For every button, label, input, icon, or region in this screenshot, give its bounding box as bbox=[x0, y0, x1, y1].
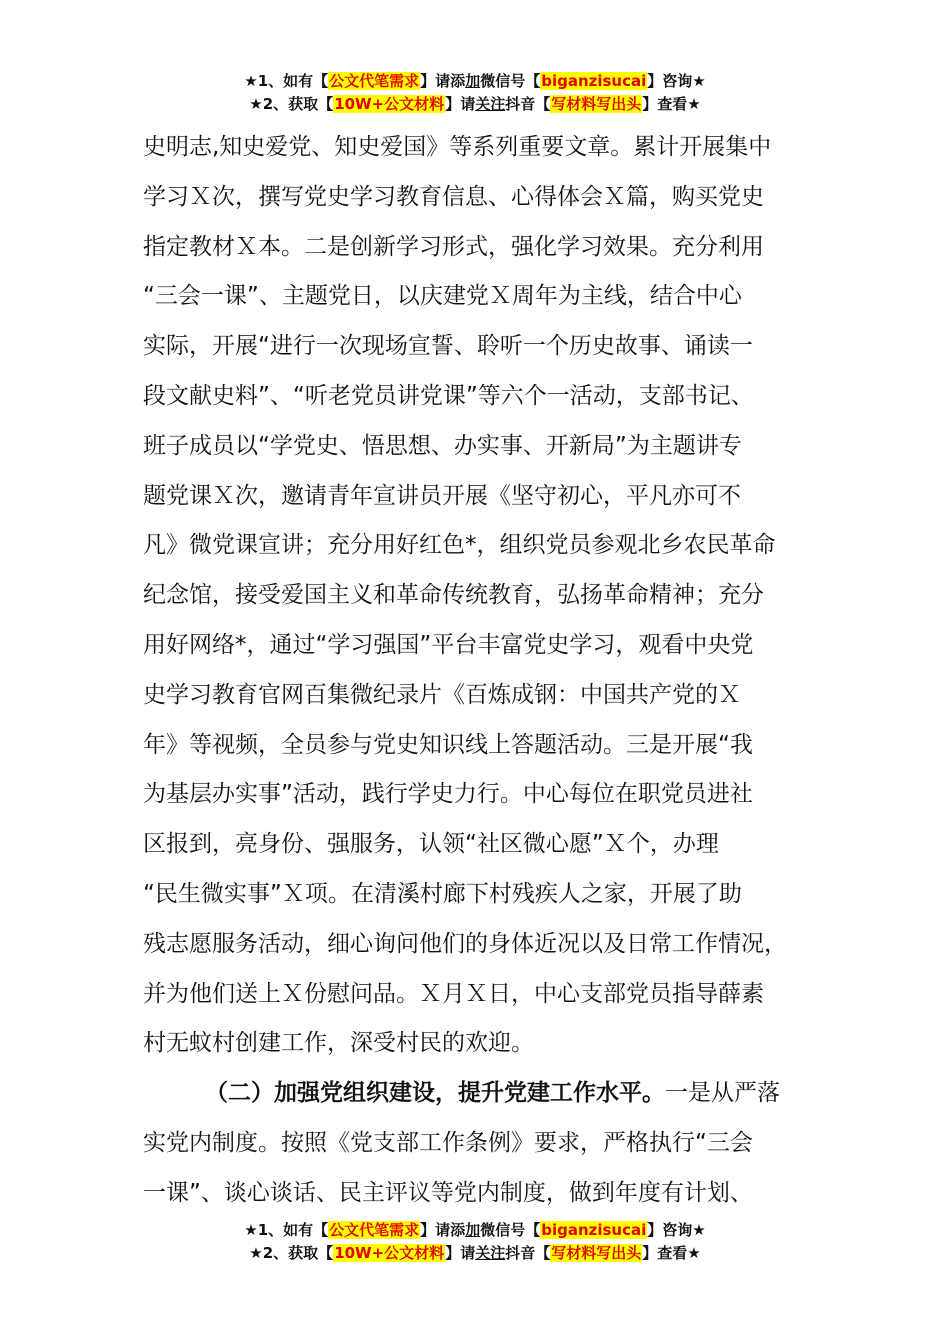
paragraph-line: 题党课Ｘ次，邀请青年宣讲员开展《坚守初心，平凡亦可不 bbox=[143, 482, 741, 509]
footer-line-1 bbox=[0, 1219, 950, 1242]
footer-line-2 bbox=[0, 1242, 950, 1265]
header-banner bbox=[0, 70, 950, 116]
paragraph-line: 年》等视频，全员参与党史知识线上答题活动。三是开展“我 bbox=[143, 731, 753, 758]
wechat-id: biganzisucai bbox=[541, 72, 647, 90]
section-first-line bbox=[143, 1069, 813, 1119]
paragraph-line: 纪念馆，接受爱国主义和革命传统教育，弘扬革命精神；充分 bbox=[143, 582, 764, 609]
wechat-id: biganzisucai bbox=[541, 1221, 647, 1239]
paragraph-line: 用好网络*，通过“学习强国”平台丰富党史学习，观看中央党 bbox=[143, 631, 754, 658]
paragraph-line: 段文献史料”、“听老党员讲党课”等六个一活动，支部书记、 bbox=[143, 382, 754, 409]
douyin-account: 写材料写出头 bbox=[551, 95, 642, 113]
paragraph-line: 班子成员以“学党史、悟思想、办实事、开新局”为主题讲专 bbox=[143, 432, 742, 459]
paragraph-line: 区报到，亮身份、强服务，认领“社区微心愿”Ｘ个，办理 bbox=[143, 831, 719, 858]
douyin-account: 写材料写出头 bbox=[551, 1244, 642, 1262]
paragraph-line: 并为他们送上Ｘ份慰问品。Ｘ月Ｘ日，中心支部党员指导薛素 bbox=[143, 980, 764, 1007]
underlined-text: 关注 bbox=[475, 95, 506, 113]
underlined-text: 加 bbox=[465, 72, 481, 90]
header-text: 抖音【 bbox=[505, 95, 551, 113]
header-text: 】请 bbox=[445, 95, 476, 113]
paragraph-line: 学习Ｘ次，撰写党史学习教育信息、心得体会Ｘ篇，购买党史 bbox=[143, 183, 764, 210]
header-text: 】请添 bbox=[420, 72, 466, 90]
header-text: 】查看★ bbox=[642, 95, 701, 113]
paragraph-line: “民生微实事”Ｘ项。在清溪村廊下村残疾人之家，开展了助 bbox=[143, 880, 742, 907]
footer-banner bbox=[0, 1219, 950, 1265]
header-text: ★2、获取【 bbox=[249, 95, 334, 113]
highlight-text: 10W+公文材料 bbox=[334, 1244, 445, 1262]
footer-text: 微信号【 bbox=[480, 1221, 541, 1239]
highlight-text: 公文代笔需求 bbox=[329, 1221, 420, 1239]
highlight-text: 公文代笔需求 bbox=[329, 72, 420, 90]
header-text: 微信号【 bbox=[480, 72, 541, 90]
footer-text: 】查看★ bbox=[642, 1244, 701, 1262]
paragraph-line: 史明志,知史爱党、知史爱国》等系列重要文章。累计开展集中 bbox=[143, 134, 772, 160]
paragraph-line: 为基层办实事”活动，践行学史力行。中心每位在职党员进社 bbox=[143, 781, 753, 808]
footer-text: 】请 bbox=[445, 1244, 476, 1262]
paragraph-line: 一课”、谈心谈话、民主评议等党内制度，做到年度有计划、 bbox=[143, 1179, 753, 1206]
header-text: ★1、如有【 bbox=[244, 72, 329, 90]
paragraph-line: 村无蚊村创建工作，深受村民的欢迎。 bbox=[143, 1030, 534, 1057]
underlined-text: 关注 bbox=[475, 1244, 506, 1262]
paragraph-line: 指定教材Ｘ本。二是创新学习形式，强化学习效果。充分利用 bbox=[143, 233, 764, 260]
paragraph-line: 残志愿服务活动，细心询问他们的身体近况以及日常工作情况， bbox=[143, 930, 787, 957]
underlined-text: 加 bbox=[465, 1221, 481, 1239]
paragraph-line: 实际，开展“进行一次现场宣誓、聆听一个历史故事、诵读一 bbox=[143, 333, 753, 360]
footer-text: ★2、获取【 bbox=[249, 1244, 334, 1262]
paragraph-text: 一是从严落 bbox=[665, 1080, 780, 1107]
paragraph-line: 凡》微党课宣讲；充分用好红色*，组织党员参观北乡农民革命 bbox=[143, 532, 776, 559]
paragraph-line: 实党内制度。按照《党支部工作条例》要求，严格执行“三会 bbox=[143, 1129, 753, 1156]
footer-text: 抖音【 bbox=[505, 1244, 551, 1262]
document-body bbox=[143, 123, 813, 1219]
highlight-text: 10W+公文材料 bbox=[334, 95, 445, 113]
footer-text: ★1、如有【 bbox=[244, 1221, 329, 1239]
paragraph-line: 史学习教育官网百集微纪录片《百炼成钢：中国共产党的Ｘ bbox=[143, 681, 741, 708]
section-heading: （二）加强党组织建设，提升党建工作水平。 bbox=[205, 1080, 665, 1107]
header-line-2 bbox=[0, 93, 950, 116]
header-line-1 bbox=[0, 70, 950, 93]
header-text: 】咨询★ bbox=[647, 72, 706, 90]
paragraph-line: “三会一课”、主题党日，以庆建党Ｘ周年为主线，结合中心 bbox=[143, 283, 742, 310]
footer-text: 】请添 bbox=[420, 1221, 466, 1239]
footer-text: 】咨询★ bbox=[647, 1221, 706, 1239]
